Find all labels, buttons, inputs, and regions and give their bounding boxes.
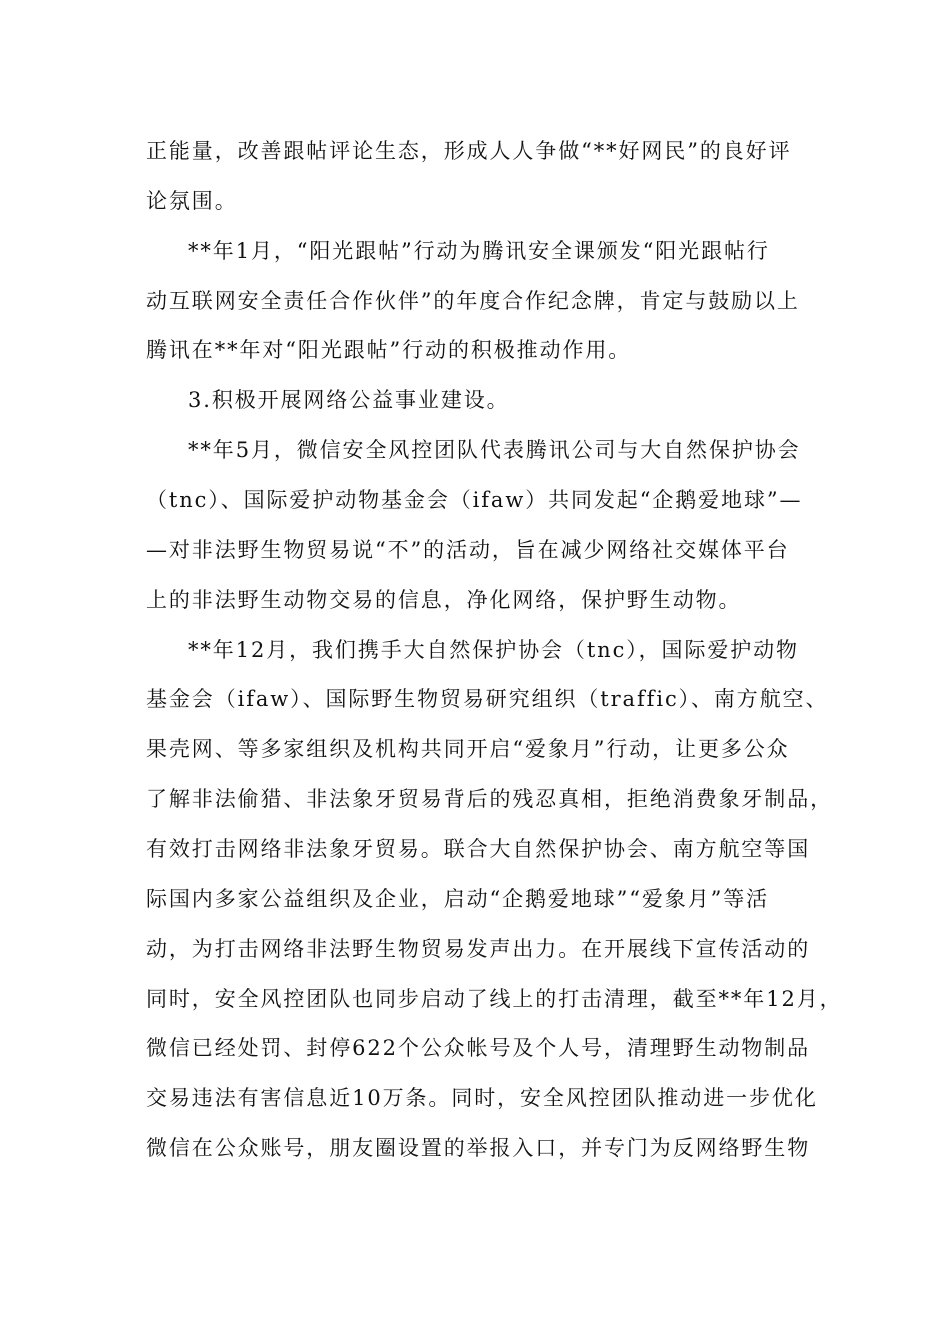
text-line: 腾讯在**年对“阳光跟帖”行动的积极推动作用。 bbox=[146, 338, 632, 362]
text-line: 果壳网、等多家组织及机构共同开启“爱象月”行动，让更多公众 bbox=[146, 737, 790, 761]
text-line: 际国内多家公益组织及企业，启动“企鹅爱地球”“爱象月”等活 bbox=[146, 887, 770, 911]
text-line: —对非法野生物贸易说“不”的活动，旨在减少网络社交媒体平台 bbox=[146, 538, 790, 562]
text-line: 正能量，改善跟帖评论生态，形成人人争做“**好网民”的良好评 bbox=[146, 139, 792, 163]
text-line: 有效打击网络非法象牙贸易。联合大自然保护协会、南方航空等国 bbox=[146, 837, 811, 861]
text-line: 动，为打击网络非法野生物贸易发声出力。在开展线下宣传活动的 bbox=[146, 937, 811, 961]
text-line: **年1月，“阳光跟帖”行动为腾讯安全课颁发“阳光跟帖行 bbox=[188, 239, 770, 263]
text-line: 微信在公众账号，朋友圈设置的举报入口，并专门为反网络野生物 bbox=[146, 1136, 811, 1160]
text-line: 基金会（ifaw）、国际野生物贸易研究组织（traffic）、南方航空、 bbox=[146, 687, 829, 711]
text-line: **年12月，我们携手大自然保护协会（tnc），国际爱护动物 bbox=[188, 638, 799, 662]
text-line: 论氛围。 bbox=[146, 189, 238, 213]
text-line: 同时，安全风控团队也同步启动了线上的打击清理，截至**年12月， bbox=[146, 987, 843, 1011]
text-line: 交易违法有害信息近10万条。同时，安全风控团队推动进一步优化 bbox=[146, 1086, 818, 1110]
section-heading: 3.积极开展网络公益事业建设。 bbox=[188, 388, 510, 412]
text-line: 微信已经处罚、封停622个公众帐号及个人号，清理野生动物制品 bbox=[146, 1036, 811, 1060]
text-line: 了解非法偷猎、非法象牙贸易背后的残忍真相，拒绝消费象牙制品， bbox=[146, 787, 833, 811]
text-line: （tnc）、国际爱护动物基金会（ifaw）共同发起“企鹅爱地球”— bbox=[146, 488, 803, 512]
text-line: **年5月，微信安全风控团队代表腾讯公司与大自然保护协会 bbox=[188, 438, 801, 462]
text-line: 动互联网安全责任合作伙伴”的年度合作纪念牌，肯定与鼓励以上 bbox=[146, 289, 800, 313]
text-line: 上的非法野生动物交易的信息，净化网络，保护野生动物。 bbox=[146, 588, 742, 612]
